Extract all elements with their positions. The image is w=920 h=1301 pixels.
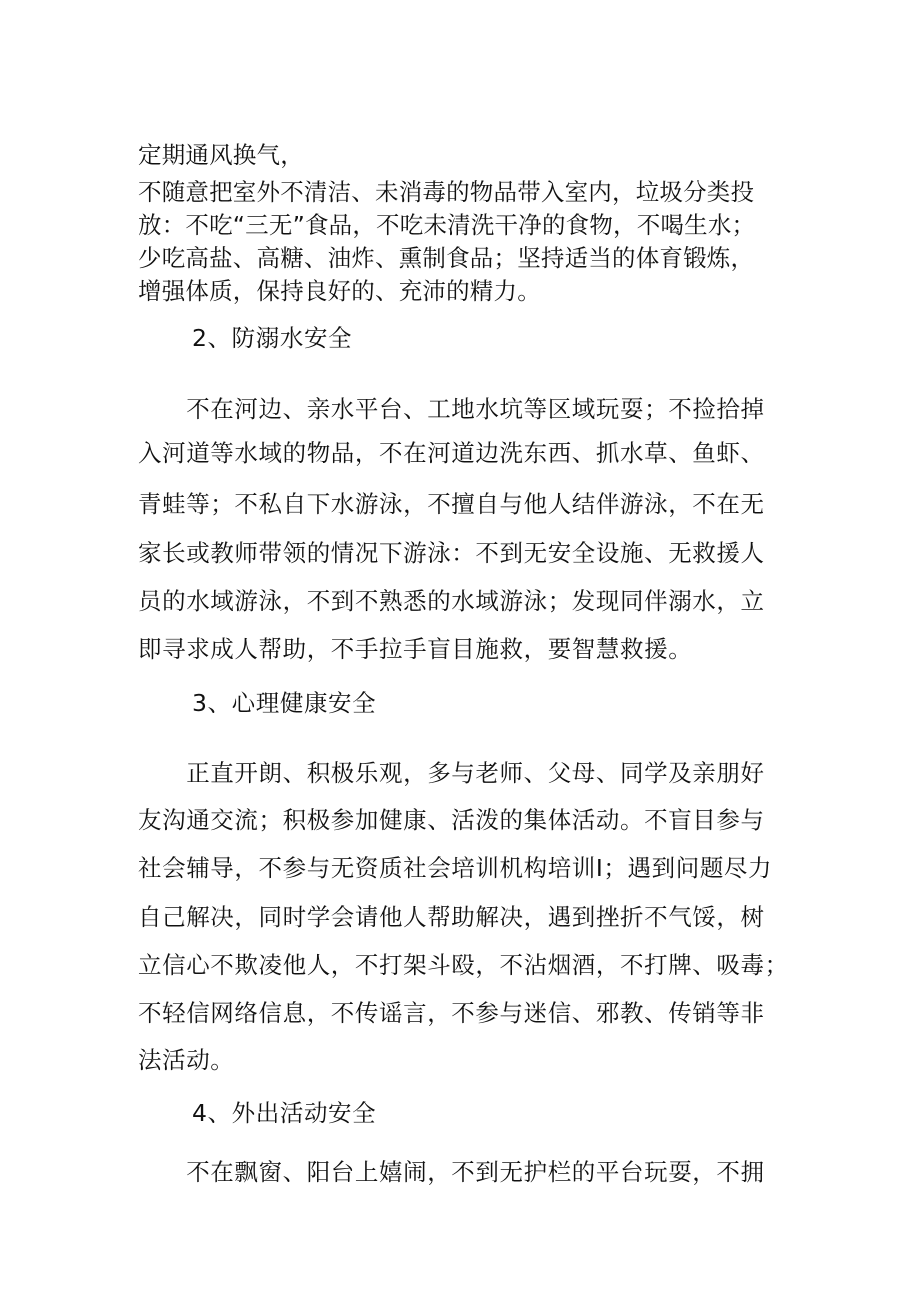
section-heading: 2、防溺水安全 xyxy=(192,324,353,352)
paragraph-line: 正直开朗、积极乐观，多与老师、父母、同学及亲朋好 xyxy=(138,759,765,787)
paragraph-line: 员的水域游泳，不到不熟悉的水域游泳；发现同伴溺水，立 xyxy=(138,587,765,615)
paragraph-line: 社会辅导，不参与无资质社会培训机构培训I；遇到问题尽力 xyxy=(138,854,773,882)
paragraph-line: 放：不吃“三无”食品，不吃未清洗干净的食物，不喝生水； xyxy=(138,211,756,239)
paragraph-line: 入河道等水域的物品，不在河道边洗东西、抓水草、鱼虾、 xyxy=(138,439,765,467)
section-heading: 4、外出活动安全 xyxy=(192,1099,377,1127)
paragraph-line: 友沟通交流；积极参加健康、活泼的集体活动。不盲目参与 xyxy=(138,806,765,834)
paragraph-line: 即寻求成人帮助，不手拉手盲目施救，要智慧救援。 xyxy=(138,635,693,663)
paragraph-line: 法活动。 xyxy=(138,1046,235,1074)
paragraph-line: 青蛙等；不私自下水游泳，不擅自与他人结伴游泳，不在无 xyxy=(138,490,765,518)
paragraph-line: 增强体质，保持良好的、充沛的精力。 xyxy=(138,277,541,305)
paragraph-line: 不轻信网络信息，不传谣言，不参与迷信、邪教、传销等非 xyxy=(138,999,765,1027)
paragraph-line: 定期通风换气， xyxy=(138,141,304,169)
paragraph-line: 不在飘窗、阳台上嬉闹，不到无护栏的平台玩耍，不拥 xyxy=(138,1158,765,1186)
paragraph-line: 自己解决，同时学会请他人帮助解决，遇到挫折不气馁，树 xyxy=(138,903,765,931)
section-heading: 3、心理健康安全 xyxy=(192,689,377,717)
paragraph-line: 不随意把室外不清洁、未消毒的物品带入室内，垃圾分类投 xyxy=(138,178,755,206)
paragraph-line: 家长或教师带领的情况下游泳：不到无安全设施、无救援人 xyxy=(138,539,765,567)
paragraph-line: 立信心不欺凌他人，不打架斗殴，不沾烟酒，不打牌、吸毒； xyxy=(138,951,789,979)
paragraph-line: 不在河边、亲水平台、工地水坑等区域玩耍；不捡拾掉 xyxy=(138,395,765,423)
paragraph-line: 少吃高盐、高糖、油炸、熏制食品；坚持适当的体育锻炼， xyxy=(138,244,755,272)
